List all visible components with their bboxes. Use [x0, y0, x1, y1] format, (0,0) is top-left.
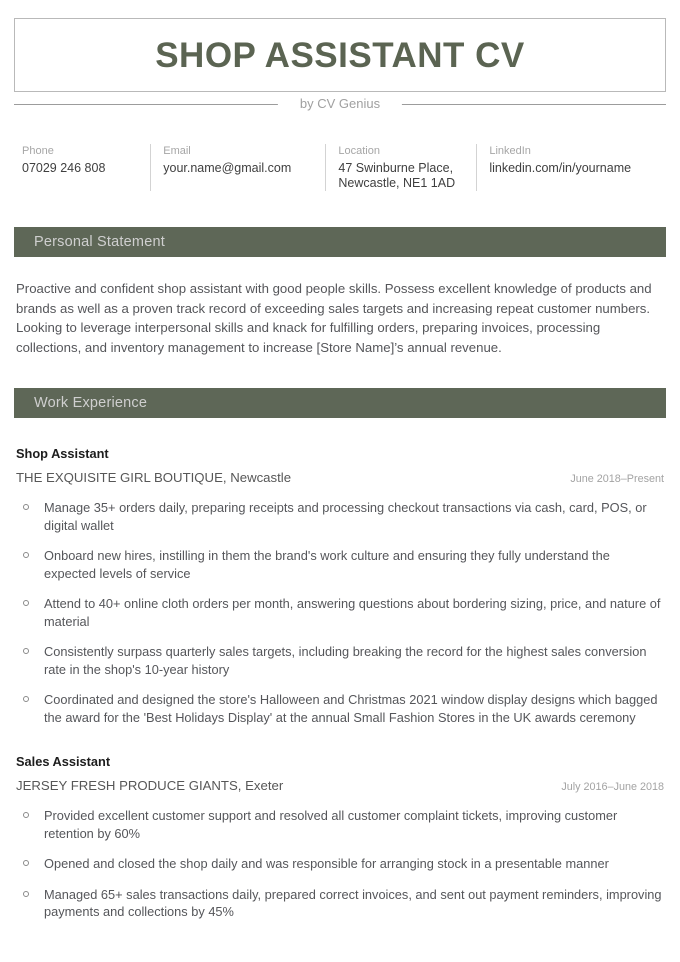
job-title: Sales Assistant — [16, 754, 111, 769]
contact-item-location — [325, 144, 476, 191]
byline-row — [14, 91, 666, 117]
list-item — [16, 547, 664, 582]
section-header-label: Personal Statement — [34, 234, 165, 250]
bullet-circle-icon — [23, 600, 29, 606]
section-header-personal-statement — [14, 227, 666, 257]
bullet-text: Attend to 40+ online cloth orders per month, answering questions about bordering sizing, price, and nature of material — [44, 596, 661, 629]
list-item — [16, 886, 664, 921]
personal-statement-body: Proactive and confident shop assistant with good people skills. Possess excellent knowledge of products and brands as well as a proven track record of exceeding sales targets and increasing repeat customer numbers. Looking to leverage interpersonal skills and knack for fulfilling orders, preparing invoices, processing collections, and inventory management to increase [Store Name]’s annual revenue. — [16, 281, 652, 355]
job-employer: JERSEY FRESH PRODUCE GIANTS, Exeter — [16, 778, 284, 793]
bullet-text: Opened and closed the shop daily and was responsible for arranging stock in a presentable manner — [44, 856, 609, 871]
bullet-circle-icon — [23, 812, 29, 818]
list-item — [16, 855, 664, 873]
job-meta — [16, 469, 664, 488]
contact-label-linkedin: LinkedIn — [489, 145, 531, 157]
contact-item-phone — [14, 144, 150, 191]
byline-text: by CV Genius — [278, 93, 402, 115]
bullet-text: Provided excellent customer support and resolved all customer complaint tickets, improving customer retention by 60% — [44, 808, 618, 841]
work-experience-list — [16, 446, 664, 921]
bullet-circle-icon — [23, 504, 29, 510]
contact-label-location: Location — [338, 145, 380, 157]
title-box — [14, 18, 666, 92]
contact-item-linkedin — [476, 144, 666, 191]
contact-value-email: your.name@gmail.com — [163, 161, 292, 175]
job-dates: July 2016–June 2018 — [561, 781, 664, 793]
list-item — [16, 643, 664, 678]
page-title: SHOP ASSISTANT CV — [155, 35, 525, 75]
section-header-label: Work Experience — [34, 395, 148, 411]
job-bullet-list — [16, 499, 664, 726]
job-entry — [16, 754, 664, 921]
contact-row — [14, 144, 666, 191]
list-item — [16, 807, 664, 842]
bullet-text: Consistently surpass quarterly sales targets, including breaking the record for the highest sales conversion rate in the shop's 10-year history — [44, 644, 647, 677]
bullet-circle-icon — [23, 552, 29, 558]
job-title: Shop Assistant — [16, 446, 109, 461]
bullet-text: Managed 65+ sales transactions daily, prepared correct invoices, and sent out payment reminders, improving payments and collections by 45% — [44, 886, 662, 919]
job-employer: THE EXQUISITE GIRL BOUTIQUE, Newcastle — [16, 470, 292, 485]
list-item — [16, 499, 664, 534]
contact-label-email: Email — [163, 145, 191, 157]
contact-label-phone: Phone — [22, 145, 54, 157]
contact-value-phone: 07029 246 808 — [22, 161, 106, 175]
cv-header — [0, 0, 680, 117]
bullet-circle-icon — [23, 648, 29, 654]
contact-item-email — [150, 144, 325, 191]
contact-value-linkedin: linkedin.com/in/yourname — [489, 161, 632, 175]
job-entry — [16, 446, 664, 726]
contact-value-location: 47 Swinburne Place, Newcastle, NE1 1AD — [338, 161, 456, 190]
bullet-circle-icon — [23, 860, 29, 866]
bullet-circle-icon — [23, 891, 29, 897]
bullet-text: Onboard new hires, instilling in them the brand's work culture and ensuring they fully understand the expected levels of service — [44, 548, 610, 581]
job-dates: June 2018–Present — [570, 473, 664, 485]
section-header-work-experience — [14, 388, 666, 418]
bullet-circle-icon — [23, 696, 29, 702]
bullet-text: Manage 35+ orders daily, preparing receipts and processing checkout transactions via cash, card, POS, or digital wallet — [44, 500, 647, 533]
job-meta — [16, 777, 664, 796]
bullet-text: Coordinated and designed the store's Halloween and Christmas 2021 window display designs which bagged the award for the 'Best Holidays Display' at the annual Small Fashion Stores in the UK awards ceremony — [44, 692, 658, 725]
list-item — [16, 691, 664, 726]
job-bullet-list — [16, 807, 664, 921]
list-item — [16, 595, 664, 630]
